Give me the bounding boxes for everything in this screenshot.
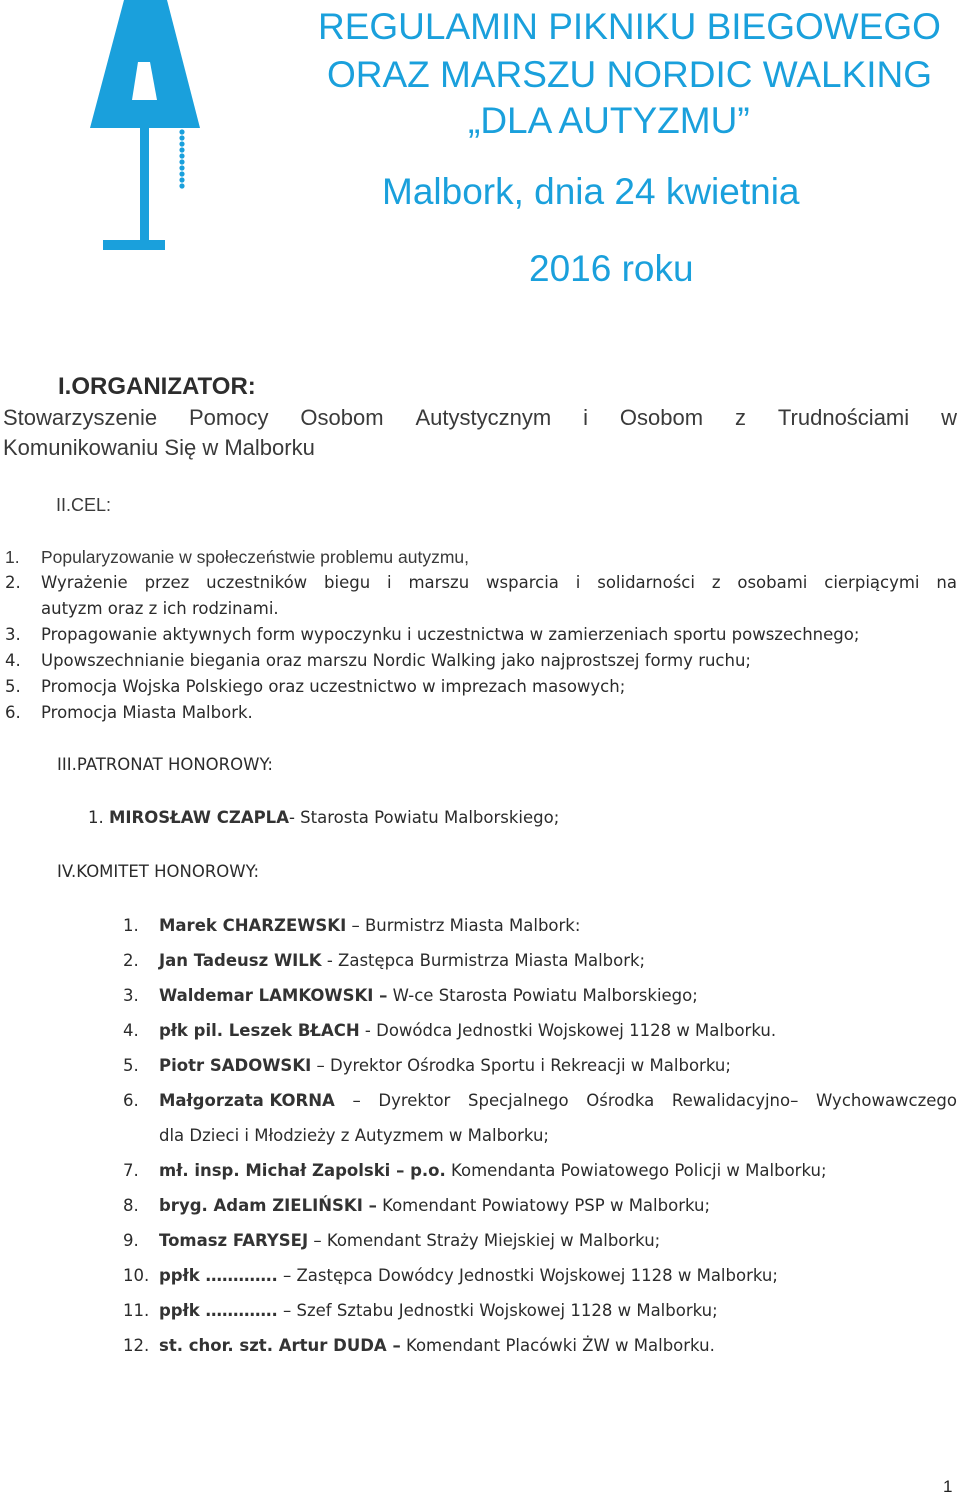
organizer-line-2: Komunikowaniu Się w Malborku: [3, 435, 315, 460]
committee-item-num: 7.: [123, 1161, 139, 1180]
goal-item-text: Promocja Miasta Malbork.: [41, 703, 253, 722]
goal-item-text: Popularyzowanie w społeczeństwie problemu autyzmu,: [41, 547, 469, 567]
committee-item-num: 4.: [123, 1021, 139, 1040]
goal-item-num: 1.: [5, 547, 20, 567]
committee-heading: IV.KOMITET HONOROWY:: [57, 862, 260, 881]
goal-item-text: Propagowanie aktywnych form wypoczynku i uczestnictwa w zamierzeniach sportu powszechnego;: [41, 625, 860, 644]
title-line-3: „DLA AUTYZMU”: [468, 100, 750, 141]
committee-item: Waldemar LAMKOWSKI – W-ce Starosta Powiatu Malborskiego;: [159, 986, 698, 1005]
committee-item-num: 8.: [123, 1196, 139, 1215]
goal-item-text: Promocja Wojska Polskiego oraz uczestnictwo w imprezach masowych;: [41, 677, 626, 696]
title-line-2: ORAZ MARSZU NORDIC WALKING: [327, 54, 933, 95]
title-line-1: REGULAMIN PIKNIKU BIEGOWEGO: [318, 6, 941, 47]
committee-item-num: 11.: [123, 1301, 150, 1320]
committee-item: st. chor. szt. Artur DUDA – Komendant Placówki ŻW w Malborku.: [159, 1336, 715, 1355]
committee-item: Jan Tadeusz WILK - Zastępca Burmistrza Miasta Malbork;: [159, 951, 646, 970]
committee-item-continuation: dla Dzieci i Młodzieży z Autyzmem w Malborku;: [159, 1126, 549, 1145]
patronage-heading: III.PATRONAT HONOROWY:: [57, 755, 273, 774]
goal-item-text: Upowszechnianie biegania oraz marszu Nordic Walking jako najprostszej formy ruchu;: [41, 651, 751, 670]
committee-item: mł. insp. Michał Zapolski – p.o. Komendanta Powiatowego Policji w Malborku;: [159, 1161, 827, 1180]
committee-item-num: 9.: [123, 1231, 139, 1250]
committee-item-num: 6.: [123, 1091, 139, 1110]
patronage-name: MIROSŁAW CZAPLA: [109, 808, 289, 827]
committee-item-num: 5.: [123, 1056, 139, 1075]
goal-item-num: 4.: [5, 651, 21, 670]
committee-item-num: 10.: [123, 1266, 150, 1285]
committee-item: płk pil. Leszek BŁACH - Dowódca Jednostki Wojskowej 1128 w Malborku.: [159, 1021, 777, 1040]
page-number: 1: [943, 1477, 953, 1496]
title-year: 2016 roku: [529, 248, 694, 289]
committee-item: ppłk …………. – Szef Sztabu Jednostki Wojskowej 1128 w Malborku;: [159, 1301, 718, 1320]
goal-item-num: 3.: [5, 625, 21, 644]
committee-item-num: 12.: [123, 1336, 150, 1355]
committee-item-num: 2.: [123, 951, 139, 970]
committee-item: Piotr SADOWSKI – Dyrektor Ośrodka Sportu i Rekreacji w Malborku;: [159, 1056, 731, 1075]
committee-item: Tomasz FARYSEJ – Komendant Straży Miejskiej w Malborku;: [159, 1231, 661, 1250]
committee-item: Małgorzata KORNA – Dyrektor Specjalnego Ośrodka Rewalidacyjno– Wychowawczego: [159, 1091, 957, 1110]
committee-item-num: 3.: [123, 986, 139, 1005]
committee-item: Marek CHARZEWSKI – Burmistrz Miasta Malbork:: [159, 916, 581, 935]
title-date: Malbork, dnia 24 kwietnia: [382, 171, 800, 212]
goal-item-text: Wyrażenie przez uczestników biegu i marszu wsparcia i solidarności z osobami cierpiącymi na: [41, 573, 957, 592]
goal-item-num: 2.: [5, 573, 21, 592]
committee-item: bryg. Adam ZIELIŃSKI – Komendant Powiatowy PSP w Malborku;: [159, 1196, 711, 1215]
organizer-line-1: Stowarzyszenie Pomocy Osobom Autystycznym i Osobom z Trudnościami w: [3, 405, 957, 430]
organizer-heading: I.ORGANIZATOR:: [58, 373, 256, 400]
goal-heading: II.CEL:: [56, 495, 112, 515]
goal-item-num: 6.: [5, 703, 21, 722]
committee-item: ppłk …………. – Zastępca Dowódcy Jednostki Wojskowej 1128 w Malborku;: [159, 1266, 778, 1285]
patronage-item: 1. MIROSŁAW CZAPLA- Starosta Powiatu Malborskiego;: [88, 808, 560, 827]
committee-item-num: 1.: [123, 916, 139, 935]
lamp-letter-a-icon: [90, 0, 200, 255]
goal-item-continuation: autyzm oraz z ich rodzinami.: [41, 599, 279, 618]
goal-item-num: 5.: [5, 677, 21, 696]
